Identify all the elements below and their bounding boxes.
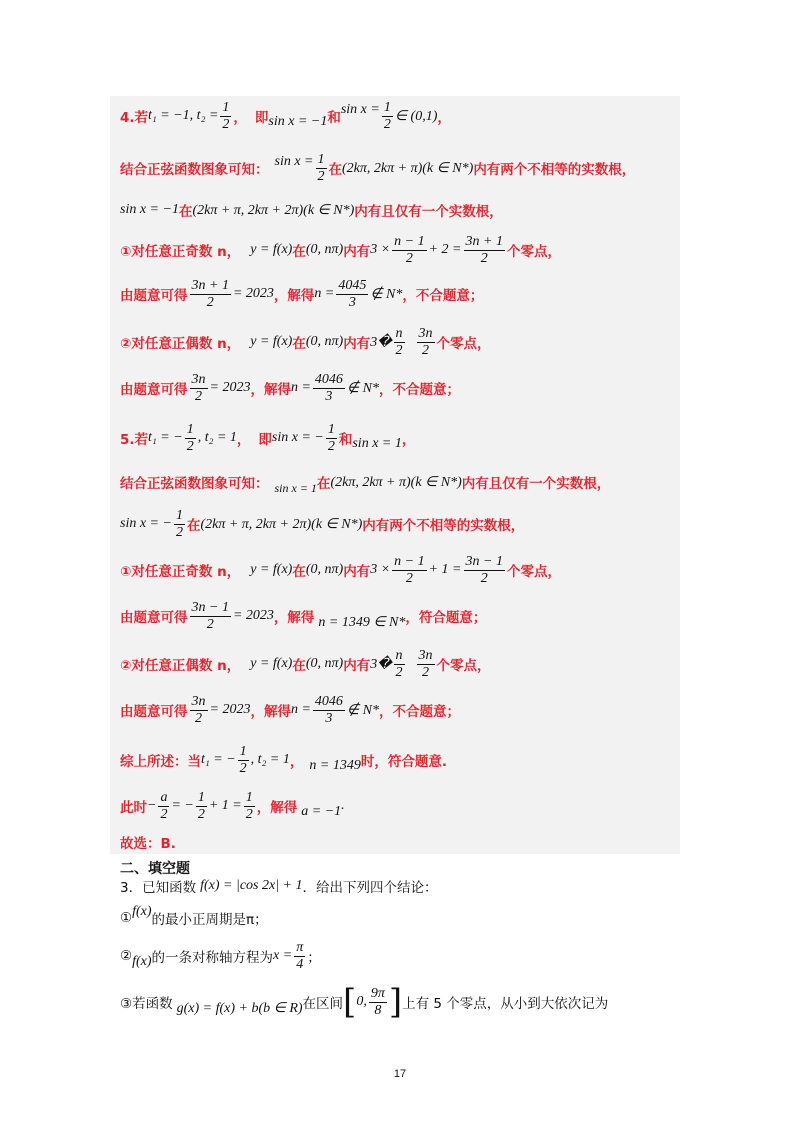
final-line: 此时 − $\frac{a}{2}$ = − $\frac{1}{2}$ + 1 = $\frac{1}{2}$ ，解得 a = −1 . (120, 789, 345, 822)
case5-odd-line: ①对任意正奇数 n， y = f(x) 在 (0, nπ) 内有 3 × $\frac{n - 1}{2}$ + 1 = $\frac{3n - 1}{2}$ 个零点， (120, 553, 561, 586)
case4-even-solve-line: 由题意可得 $\frac{3n}{2}$ = 2023 ，解得 n = $\frac{4046}{3}$ ∉ N* ，不合题意； (120, 371, 460, 404)
case5-line: 5.若 t₁ = − $\frac{1}{2}$ , t₂ = 1 ， 即 sin x = − $\frac{1}{2}$ 和 sin x = 1 ， (120, 421, 416, 454)
summary-line: 综上所述：当 t₁ = − $\frac{1}{2}$ , t₂ = 1 ， n = 1349 时，符合题意. (120, 743, 447, 776)
case4-sin2: sin x = (340, 102, 380, 117)
case4-odd-solve-line: 由题意可得 $\frac{3n + 1}{2}$ = 2023 ，解得 n = $\frac{4045}{3}$ ∉ N* ，不合题意； (120, 277, 484, 310)
case5-even-line: ②对任意正偶数 n， y = f(x) 在 (0, nπ) 内有 3� $\frac{n}{2}$ $\frac{3n}{2}$ 个零点， (120, 647, 491, 680)
case4-sin1: sin x = −1 (268, 114, 328, 129)
q3-conclusion-1: ① f(x) 的最小正周期是π； (120, 904, 268, 928)
case4-graph-line: 结合正弦函数图象可知： sin x = $\frac{1}{2}$ 在 (2kπ, 2kπ + π)(k ∈ N*) 内有两个不相等的实数根， (120, 151, 636, 184)
case4-odd-line: ①对任意正奇数 n， y = f(x) 在 (0, nπ) 内有 3 × $\frac{n - 1}{2}$ + 2 = $\frac{3n + 1}{2}$ 个零点， (120, 233, 561, 266)
case5-odd-solve-line: 由题意可得 $\frac{3n - 1}{2}$ = 2023 ，解得 n = 1349 ∈ N* ，符合题意； (120, 599, 487, 632)
case4-label: 4.若 (120, 110, 149, 126)
right-bracket: ] (388, 982, 403, 1022)
answer-text: 故选：B. (120, 836, 176, 852)
case4-t-values: t₁ = −1, t₂ = (148, 108, 219, 123)
case5-graph-line: 结合正弦函数图象可知： sin x = 1 在 (2kπ, 2kπ + π)(k ∈ N*) 内有且仅有一个实数根， (120, 474, 611, 495)
q3-intro: 3．已知函数 f(x) = |cos 2x| + 1 ．给出下列四个结论： (120, 878, 438, 896)
case5-root-line: sin x = − $\frac{1}{2}$ 在 (2kπ + π, 2kπ + 2π)(k ∈ N*) 内有两个不相等的实数根， (120, 507, 525, 540)
case4-root-line: sin x = −1 在 (2kπ + π, 2kπ + 2π)(k ∈ N*) 内有且仅有一个实数根， (120, 202, 503, 220)
section-title: 二、填空题 (120, 861, 190, 877)
ji-text: 即 (254, 110, 269, 126)
fraction-half: $\frac{1}{2}$ (222, 99, 230, 132)
case5-even-solve-line: 由题意可得 $\frac{3n}{2}$ = 2023 ，解得 n = $\frac{4046}{3}$ ∉ N* ，不合题意； (120, 693, 460, 726)
case4-line: 4.若 t₁ = −1, t₂ = $\frac{1}{2}$ ， 即 sin x = −1 和 sin x = $\frac{1}{2}$ ∈ (0,1) ， (120, 99, 451, 132)
answer-line (120, 832, 680, 852)
q3-conclusion-2: ② f(x) 的一条对称轴方程为 x = $\frac{\pi}{4}$ ； (120, 939, 321, 972)
page-number: 17 (393, 1068, 407, 1080)
q3-conclusion-3: ③若函数 g(x) = f(x) + b(b ∈ R) 在区间 [ 0, $\frac{9\pi}{8}$ ] 上有 5 个零点，从小到大依次记为 (120, 982, 609, 1022)
left-bracket: [ (343, 982, 357, 1022)
case4-even-line: ②对任意正偶数 n， y = f(x) 在 (0, nπ) 内有 3� $\frac{n}{2}$ $\frac{3n}{2}$ 个零点， (120, 325, 491, 358)
